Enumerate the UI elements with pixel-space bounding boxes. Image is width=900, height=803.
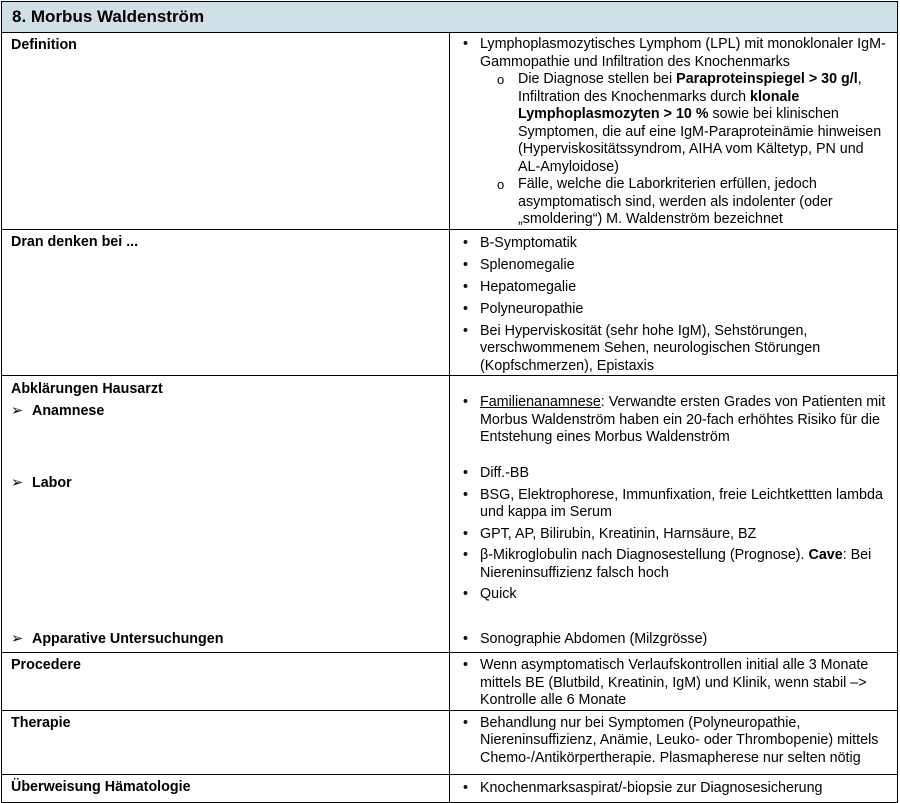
title-row xyxy=(2,2,898,33)
arrow-right-icon: ➢ xyxy=(11,403,23,419)
circle-bullet-icon: o xyxy=(497,177,505,192)
procedere-label: Procedere xyxy=(2,653,450,711)
list-item: • Lymphoplasmozytisches Lymphom (LPL) mit monoklonaler IgM-Gammopathie und Infiltration des Knochenmarks xyxy=(463,36,886,70)
list-item: • Wenn asymptomatisch Verlaufskontrollen initial alle 3 Monate mittels BE (Blutbild, Kreatinin, IgM) und Klinik, wenn stabil –> Kontrolle alle 6 Monate xyxy=(463,657,869,708)
list-item: • Hepatomegalie xyxy=(463,278,577,295)
dran-denken-label: Dran denken bei ... xyxy=(2,229,450,376)
therapie-content xyxy=(450,710,898,774)
list-item: • Familienanamnese: Verwandte ersten Grades von Patienten mit Morbus Waldenström haben ein 20-fach erhöhtes Risiko für die Entstehung eines Morbus Waldenström xyxy=(463,394,886,445)
list-item: • Diff.-BB xyxy=(463,465,529,481)
bullet-icon: • xyxy=(463,36,469,52)
therapie-row xyxy=(2,710,898,774)
list-item: • Behandlung nur bei Symptomen (Polyneuropathie, Niereninsuffizienz, Anämie, Leuko- oder Thrombopenie) mittels Chemo-/Antikörpertherapie. Plasmapherese nur selten nötig xyxy=(463,714,879,766)
bullet-icon: • xyxy=(463,547,469,563)
list-item: • GPT, AP, Bilirubin, Kreatinin, Harnsäure, BZ xyxy=(463,525,757,542)
list-item: • Quick xyxy=(463,586,517,602)
bullet-icon: • xyxy=(463,631,469,647)
bullet-icon: • xyxy=(463,486,469,503)
list-item: • Sonographie Abdomen (Milzgrösse) xyxy=(463,631,708,647)
list-item: • Splenomegalie xyxy=(463,256,575,273)
abklaerungen-labels xyxy=(2,376,450,653)
dran-denken-row xyxy=(2,229,898,376)
list-item: • BSG, Elektrophorese, Immunfixation, freie Leichtkettten lambda und kappa im Serum xyxy=(463,486,883,520)
circle-bullet-icon: o xyxy=(497,72,505,87)
arrow-right-icon: ➢ xyxy=(11,475,23,491)
bullet-icon: • xyxy=(463,586,469,602)
procedere-content xyxy=(450,653,898,711)
list-item: • Knochenmarksaspirat/-biopsie zur Diagnosesicherung xyxy=(463,779,823,796)
labor-label: ➢ Labor xyxy=(11,475,72,491)
sub-list-item: o Die Diagnose stellen bei Paraproteinspiegel > 30 g/l, Infiltration des Knochenmarks durch klonale Lymphoplasmozyten > 10 % sowie bei klinischen Symptomen, die auf eine IgM-Paraproteinämie hinweisen (Hyperviskositätssyndrom, AIHA vom Kältetyp, PN und AL-Amyloidose) xyxy=(497,71,882,175)
list-item: • B-Symptomatik xyxy=(463,234,577,251)
bullet-icon: • xyxy=(463,278,469,295)
abklaerungen-label: Abklärungen Hausarzt xyxy=(11,381,163,397)
ueberweisung-label: Überweisung Hämatologie xyxy=(2,774,450,802)
abklaerungen-content xyxy=(450,376,898,653)
therapie-label: Therapie xyxy=(2,710,450,774)
bullet-icon: • xyxy=(463,234,469,251)
document-title: 8. Morbus Waldenström xyxy=(2,2,898,33)
list-item: • Polyneuropathie xyxy=(463,300,584,317)
list-item: • Bei Hyperviskosität (sehr hohe IgM), Sehstörungen, verschwommenem Sehen, neurologischen Störungen (Kopfschmerzen), Epistaxis xyxy=(463,322,821,374)
bullet-icon: • xyxy=(463,525,469,542)
bullet-icon: • xyxy=(463,714,469,731)
list-item: • β-Mikroglobulin nach Diagnosestellung (Prognose). Cave: Bei Niereninsuffizienz falsch hoch xyxy=(463,547,872,581)
bullet-icon: • xyxy=(463,300,469,317)
dran-denken-content xyxy=(450,229,898,376)
arrow-right-icon: ➢ xyxy=(11,631,23,647)
bullet-icon: • xyxy=(463,465,469,481)
procedere-row xyxy=(2,653,898,711)
anamnese-label: ➢ Anamnese xyxy=(11,403,105,419)
definition-label: Definition xyxy=(2,33,450,230)
definition-row xyxy=(2,33,898,230)
bullet-icon: • xyxy=(463,657,469,673)
labor-list xyxy=(461,465,887,604)
bullet-icon: • xyxy=(463,256,469,273)
ueberweisung-row xyxy=(2,774,898,802)
apparative-label: ➢ Apparative Untersuchungen xyxy=(11,631,224,647)
ueberweisung-content xyxy=(450,774,898,802)
definition-content xyxy=(450,33,898,230)
bullet-icon: • xyxy=(463,394,469,410)
bullet-icon: • xyxy=(463,322,469,339)
sub-list-item: o Fälle, welche die Laborkriterien erfüllen, jedoch asymptomatisch sind, werden als indolenter (oder „smoldering“) M. Waldenström bezeichnet xyxy=(497,176,833,227)
bullet-icon: • xyxy=(463,779,469,796)
abklaerungen-row xyxy=(2,376,898,653)
document-table xyxy=(1,1,898,803)
